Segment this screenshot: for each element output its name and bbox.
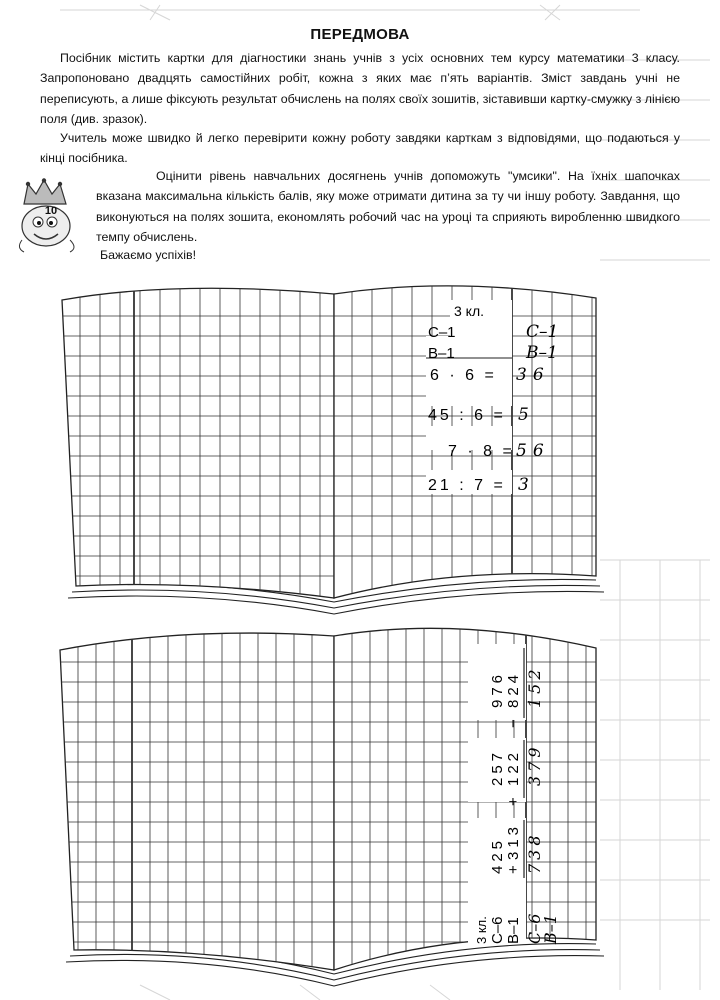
- written-answer-2: 5: [518, 405, 529, 425]
- written-version-1: В–1: [526, 343, 558, 363]
- preface-paragraph-3: Оцінити рівень навчальних досягнень учнів допоможуть "умсики". На їхніх шапочках вказана максимальна кількість балів, яку може отримати дитина за ту чи іншу роботу. Завдання, що виконуються на полях зошита, економлять робочий час на уроці та сприяють виробленню швидкого темпу обчислень.: [96, 169, 680, 245]
- card1-expression-3: 7 · 8 =: [448, 443, 515, 460]
- preface-paragraph-1: Посібник містить картки для діагностики знань учнів з усіх основних тем курсу математики 3 класу. Запропоновано двадцять самостійних робіт, кожна з яких має п’ять варіантів. Зміст завдань учні не переписують, а лише фіксують результат обчислень на полях своїх зошитів, зіставивши картку-смужку з лінією поля (див. зразок).: [40, 51, 680, 127]
- written-sum2-answer: 379: [525, 743, 544, 786]
- card1-expression-1: 6 · 6 =: [430, 367, 497, 384]
- card2-sum1-a: 425: [489, 836, 506, 874]
- card2-sum1-op: +: [505, 865, 522, 874]
- card1-expression-2: 45 : 6 =: [428, 407, 506, 424]
- written-sum1-answer: 738: [525, 831, 544, 874]
- written-answer-3: 56: [516, 441, 550, 461]
- card1-expression-4: 21 : 7 =: [428, 477, 506, 494]
- card2-diff-a: 976: [489, 670, 506, 708]
- page-title: ПЕРЕДМОВА: [310, 26, 410, 43]
- card2-diff-b: 824: [505, 670, 522, 708]
- crown-icon: [24, 178, 66, 204]
- written-variant-1: С–1: [526, 322, 559, 342]
- written-version-2: В–1: [541, 914, 560, 944]
- card2-sum2-b: 122: [505, 748, 522, 786]
- card2-sum2-a: 257: [489, 748, 506, 786]
- sample-notebook-2: [56, 622, 606, 992]
- written-answer-4: 3: [518, 475, 529, 495]
- card2-diff-op: −: [505, 719, 522, 728]
- mascot-badge: [14, 178, 82, 260]
- preface-paragraph-2: Учитель може швидко й легко перевірити кожну роботу завдяки карткам з відповідями, що подаються у кінці посібника.: [40, 131, 680, 166]
- written-variant-2: С–6: [525, 913, 544, 944]
- card2-sum2-op: +: [505, 797, 522, 806]
- card2-class-label: 3 кл.: [474, 916, 489, 944]
- points-badge-number: 10: [44, 205, 58, 217]
- closing-wish: Бажаємо успіхів!: [100, 248, 197, 262]
- card1-class-label: 3 кл.: [454, 303, 485, 319]
- written-diff-answer: 152: [525, 665, 544, 708]
- sample-notebook-1: [56, 280, 606, 620]
- card2-variant: С–6: [489, 916, 506, 944]
- card2-sum1-b: 313: [505, 822, 522, 860]
- card1-version: В–1: [428, 345, 455, 362]
- written-answer-1: 36: [516, 365, 550, 385]
- card2-version: В–1: [505, 917, 522, 944]
- card1-variant: С–1: [428, 324, 456, 341]
